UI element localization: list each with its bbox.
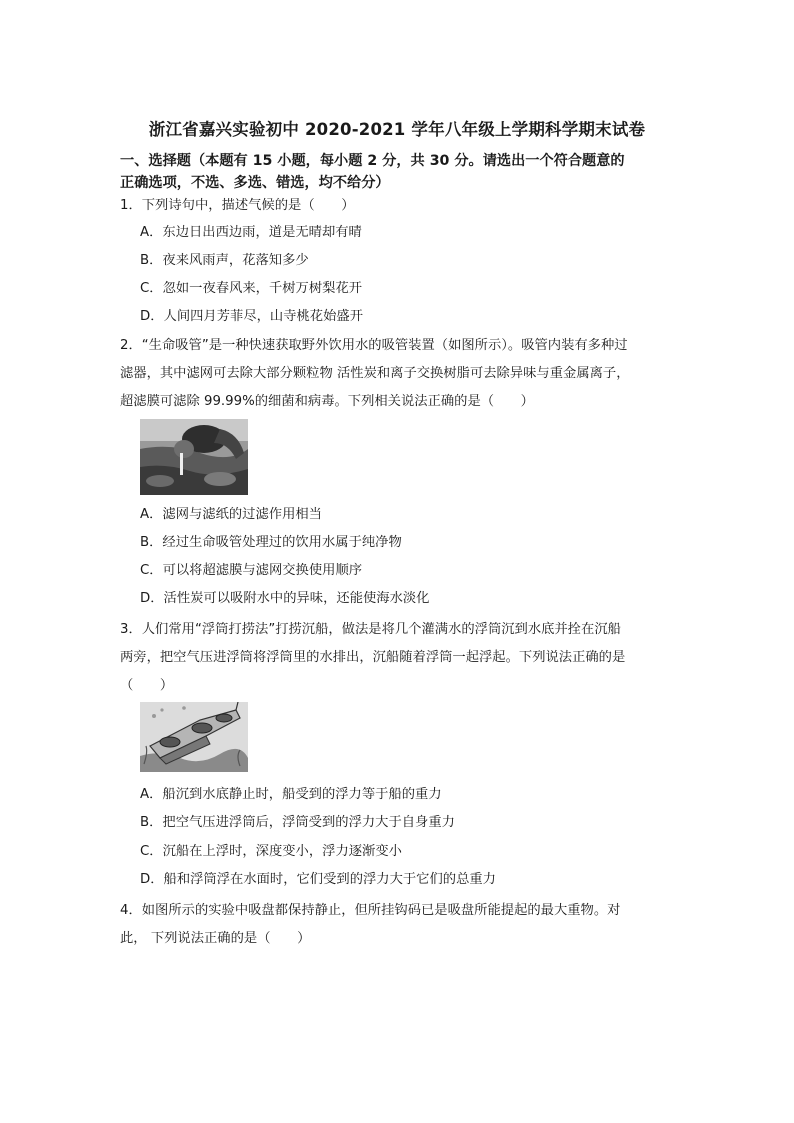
question-2-option-a: A．滤网与滤纸的过滤作用相当 [140, 507, 322, 522]
sunken-ship-illustration [140, 702, 248, 772]
question-1-stem: 1．下列诗句中，描述气候的是（ ） [120, 198, 355, 213]
question-2-option-d: D．活性炭可以吸附水中的异味，还能使海水淡化 [140, 591, 430, 606]
question-3-stem-line: 两旁，把空气压进浮筒将浮筒里的水排出，沉船随着浮筒一起浮起。下列说法正确的是 [120, 650, 626, 665]
life-straw-photo [140, 419, 248, 495]
question-1-option-a: A．东边日出西边雨，道是无晴却有晴 [140, 225, 362, 240]
question-3-option-c: C．沉船在上浮时，深度变小，浮力逐渐变小 [140, 844, 402, 859]
question-1-option-b: B．夜来风雨声，花落知多少 [140, 253, 309, 268]
question-3-stem-line: （ ） [120, 678, 174, 693]
question-4-stem-line: 此， 下列说法正确的是（ ） [120, 931, 311, 946]
section-heading-line: 一、选择题（本题有 15 小题，每小题 2 分，共 30 分。请选出一个符合题意的 [120, 153, 625, 169]
question-3-option-d: D．船和浮筒浮在水面时，它们受到的浮力大于它们的总重力 [140, 872, 496, 887]
question-2-option-b: B．经过生命吸管处理过的饮用水属于纯净物 [140, 535, 402, 550]
section-heading-line: 正确选项，不选、多选、错选，均不给分） [120, 175, 390, 191]
question-2-stem-line: 超滤膜可滤除 99.99%的细菌和病毒。下列相关说法正确的是（ ） [120, 394, 534, 409]
question-1-option-c: C．忽如一夜春风来，千树万树梨花开 [140, 281, 363, 296]
question-2-option-c: C．可以将超滤膜与滤网交换使用顺序 [140, 563, 363, 578]
question-4-stem-line: 4．如图所示的实验中吸盘都保持静止，但所挂钩码已是吸盘所能提起的最大重物。对 [120, 903, 621, 918]
section-heading [120, 150, 680, 194]
question-3-option-a: A．船沉到水底静止时，船受到的浮力等于船的重力 [140, 787, 442, 802]
question-2-stem-line: 2．“生命吸管”是一种快速获取野外饮用水的吸管装置（如图所示）。吸管内装有多种过 [120, 338, 628, 353]
question-3-stem-line: 3．人们常用“浮筒打捞法”打捞沉船，做法是将几个灌满水的浮筒沉到水底并拴在沉船 [120, 622, 621, 637]
question-1-option-d: D．人间四月芳菲尽，山寺桃花始盛开 [140, 309, 363, 324]
question-2-stem-line: 滤器，其中滤网可去除大部分颗粒物 活性炭和离子交换树脂可去除异味与重金属离子， [120, 366, 630, 381]
question-3-option-b: B．把空气压进浮筒后，浮筒受到的浮力大于自身重力 [140, 815, 455, 830]
exam-title: 浙江省嘉兴实验初中 2020-2021 学年八年级上学期科学期末试卷 [148, 120, 646, 139]
